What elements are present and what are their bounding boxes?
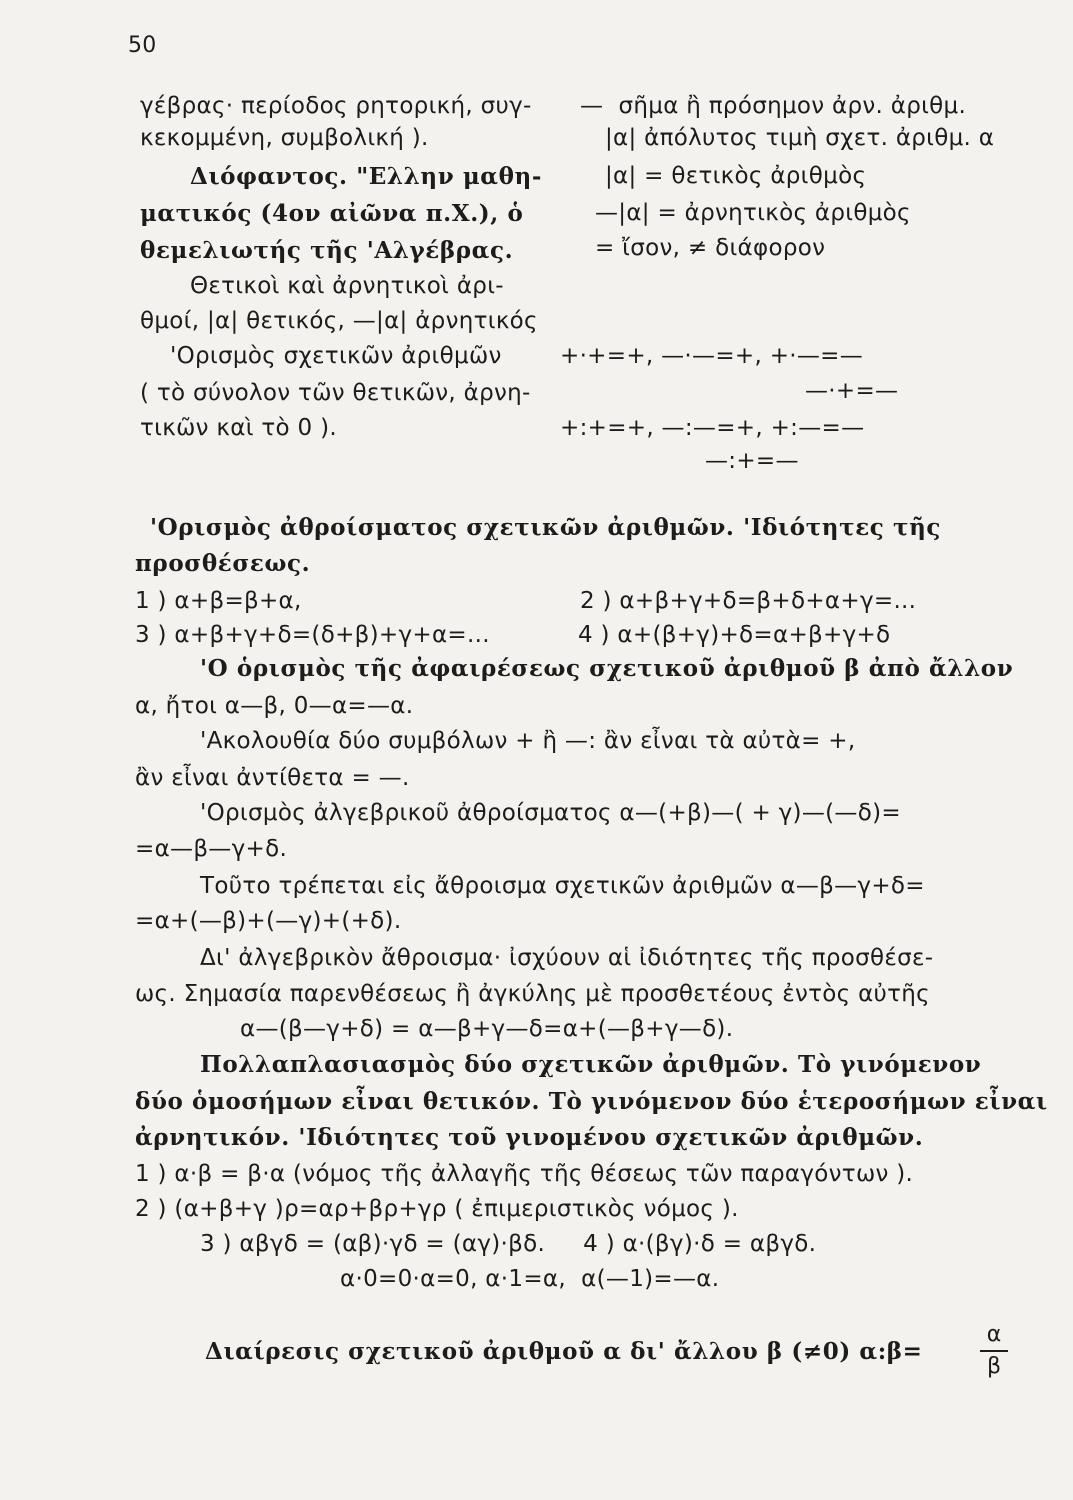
transform-line: Τοῦτο τρέπεται εἰς ἄθροισμα σχετικῶν ἀριθμῶν α—β—γ+δ= bbox=[200, 873, 925, 899]
left-line-9: ( τὸ σύνολον τῶν θετικῶν, ἀρνη- bbox=[140, 380, 531, 406]
right-line-9: —:+=— bbox=[705, 448, 799, 474]
left-line-3-diophantus: Διόφαντος. "Ελλην μαθη- bbox=[190, 163, 543, 190]
multiplication-property-1: 1 ) α·β = β·α (νόμος τῆς ἀλλαγῆς τῆς θέσεως τῶν παραγόντων ). bbox=[135, 1161, 914, 1187]
algebraic-properties-line-1: Δι' ἀλγεβρικὸν ἄθροισμα· ἰσχύουν αἱ ἰδιότητες τῆς προσθέσε- bbox=[200, 945, 934, 971]
sum-property-4: 4 ) α+(β+γ)+δ=α+β+γ+δ bbox=[578, 622, 891, 648]
right-line-6: +·+=+, —·—=+, +·—=— bbox=[560, 343, 864, 369]
multiplication-property-2: 2 ) (α+β+γ )ρ=αρ+βρ+γρ ( ἐπιμεριστικὸς νόμος ). bbox=[135, 1196, 739, 1222]
multiplication-heading-cont-1: δύο ὁμοσήμων εἶναι θετικόν. Τὸ γινόμενον δύο ἑτεροσήμων εἶναι bbox=[135, 1088, 1048, 1115]
sum-definition-heading-cont: προσθέσεως. bbox=[135, 550, 311, 577]
sign-sequence-line: 'Ακολουθία δύο συμβόλων + ἢ —: ἂν εἶναι τὰ αὐτὰ= +, bbox=[200, 728, 856, 754]
multiplication-heading: Πολλαπλασιασμὸς δύο σχετικῶν ἀριθμῶν. Τὸ γινόμενον bbox=[200, 1051, 982, 1078]
division-fraction bbox=[980, 1322, 1008, 1380]
fraction-numerator: α bbox=[986, 1322, 1002, 1347]
transform-line-cont: =α+(—β)+(—γ)+(+δ). bbox=[135, 908, 402, 934]
sum-property-1: 1 ) α+β=β+α, bbox=[135, 588, 302, 614]
algebraic-properties-line-2: ως. Σημασία παρενθέσεως ἢ ἀγκύλης μὲ προσθετέους ἐντὸς αὐτῆς bbox=[135, 981, 930, 1007]
multiplication-property-3: 3 ) αβγδ = (αβ)·γδ = (αγ)·βδ. 4 ) α·(βγ)·δ = αβγδ. bbox=[200, 1231, 817, 1257]
left-line-10: τικῶν καὶ τὸ 0 ). bbox=[140, 415, 337, 441]
sign-sequence-line-cont: ἂν εἶναι ἀντίθετα = —. bbox=[135, 765, 410, 791]
left-line-4: ματικός (4ον αἰῶνα π.Χ.), ὁ bbox=[140, 200, 524, 227]
right-line-5: = ἴσον, ≠ διάφορον bbox=[595, 235, 826, 261]
algebraic-sum-definition: 'Ορισμὸς ἀλγεβρικοῦ ἀθροίσματος α—(+β)—( + γ)—(—δ)= bbox=[200, 800, 901, 826]
right-line-8: +:+=+, —:—=+, +:—=— bbox=[560, 415, 865, 441]
left-line-2: κεκομμένη, συμβολική ). bbox=[140, 125, 429, 151]
right-line-1: — σῆμα ἢ πρόσημον ἀρν. ἀριθμ. bbox=[580, 93, 967, 119]
right-line-7: —·+=— bbox=[805, 378, 899, 404]
left-line-8: 'Ορισμὸς σχετικῶν ἀριθμῶν bbox=[170, 343, 502, 369]
right-line-3: |α| = θετικὸς ἀριθμὸς bbox=[605, 163, 867, 189]
page-number: 50 bbox=[128, 33, 157, 58]
left-line-1: γέβρας· περίοδος ρητορική, συγ- bbox=[140, 93, 532, 119]
multiplication-property-4: α·0=0·α=0, α·1=α, α(—1)=—α. bbox=[340, 1266, 720, 1292]
multiplication-heading-cont-2: ἀρνητικόν. 'Ιδιότητες τοῦ γινομένου σχετικῶν ἀριθμῶν. bbox=[135, 1124, 924, 1151]
sum-property-2: 2 ) α+β+γ+δ=β+δ+α+γ=... bbox=[580, 588, 917, 614]
algebraic-sum-definition-cont: =α—β—γ+δ. bbox=[135, 836, 288, 862]
fraction-bar bbox=[980, 1350, 1008, 1352]
sum-property-3: 3 ) α+β+γ+δ=(δ+β)+γ+α=... bbox=[135, 622, 490, 648]
sum-definition-heading: 'Ορισμὸς ἀθροίσματος σχετικῶν ἀριθμῶν. 'Ιδιότητες τῆς bbox=[150, 514, 942, 541]
fraction-denominator: β bbox=[986, 1354, 1002, 1379]
left-line-5: θεμελιωτής τῆς 'Αλγέβρας. bbox=[140, 237, 514, 264]
division-definition: Διαίρεσις σχετικοῦ ἀριθμοῦ α δι' ἄλλου β (≠0) α:β= bbox=[205, 1338, 923, 1365]
right-line-2: |α| ἀπόλυτος τιμὴ σχετ. ἀριθμ. α bbox=[605, 125, 995, 151]
right-line-4: —|α| = ἀρνητικὸς ἀριθμὸς bbox=[595, 200, 911, 226]
left-line-7: θμοί, |α| θετικός, —|α| ἀρνητικός bbox=[140, 308, 538, 334]
subtraction-definition: 'Ο ὁρισμὸς τῆς ἀφαιρέσεως σχετικοῦ ἀριθμοῦ β ἀπὸ ἄλλον bbox=[200, 655, 1014, 682]
left-line-6: Θετικοὶ καὶ ἀρνητικοὶ ἀρι- bbox=[190, 273, 504, 299]
algebraic-properties-line-3: α—(β—γ+δ) = α—β+γ—δ=α+(—β+γ—δ). bbox=[240, 1016, 734, 1042]
subtraction-definition-cont: α, ἤτοι α—β, 0—α=—α. bbox=[135, 693, 414, 719]
